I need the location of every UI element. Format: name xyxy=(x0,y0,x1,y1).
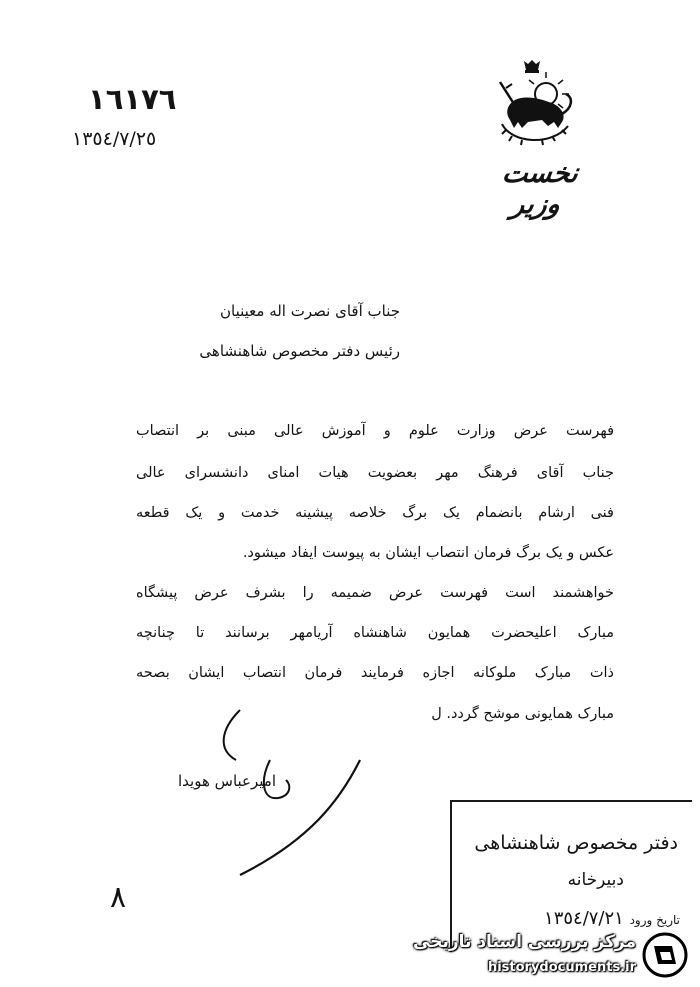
office-title: نخست وزیر xyxy=(500,158,581,220)
watermark-url: historydocuments.ir xyxy=(487,960,636,975)
addressee-title: رئیس دفتر مخصوص شاهنشاهی xyxy=(199,342,400,360)
body-line: فنی ارشام بانضمام یک برگ خلاصه پیشینه خدمت و یک قطعه xyxy=(136,505,614,521)
lion-and-sun-emblem-icon xyxy=(492,58,576,150)
marginal-note: ٨ xyxy=(110,880,127,915)
stamp-date-value: ١٣٥٤/٧/٢١ xyxy=(544,908,624,929)
body-line: مبارک همایونی موشح گردد. ل xyxy=(431,706,614,722)
body-line: عکس و یک برگ فرمان انتصاب ایشان به پیوست ایفاد میشود. xyxy=(242,545,614,561)
body-line: فهرست عرض وزارت علوم و آموزش عالی مبنی بر انتصاب xyxy=(136,423,614,439)
body-line: ذات مبارک ملوکانه اجازه فرمایند فرمان انتصاب ایشان بصحه xyxy=(136,665,614,681)
stamp-office-name: دفتر مخصوص شاهنشاهی xyxy=(474,832,678,854)
watermark-title: مرکز بررسی اسناد تاریخی xyxy=(413,932,636,952)
signatory-name: امیرعباس هویدا xyxy=(178,772,277,790)
archive-watermark xyxy=(410,930,690,984)
addressee-name: جناب آقای نصرت اله معینیان xyxy=(219,302,400,320)
document-number: ١٦١٧٦ xyxy=(88,82,177,116)
body-line: مبارک اعلیحضرت همایون شاهنشاه آریامهر برسانند تا چنانچه xyxy=(136,625,614,641)
stamp-secretariat: دبیرخانه xyxy=(567,870,624,890)
archive-logo-icon xyxy=(642,932,688,978)
stamp-date-label: تاریخ ورود xyxy=(629,913,680,927)
body-line: جناب آقای فرهنگ مهر بعضویت هیات امنای دانشسرای عالی xyxy=(136,465,614,481)
handwritten-signature xyxy=(200,690,370,890)
stamp-entry-date xyxy=(544,908,680,929)
body-line: خواهشمند است فهرست عرض ضمیمه را بشرف عرض پیشگاه xyxy=(136,585,614,601)
document-date: ١٣٥٤/٧/٢٥ xyxy=(72,128,157,150)
